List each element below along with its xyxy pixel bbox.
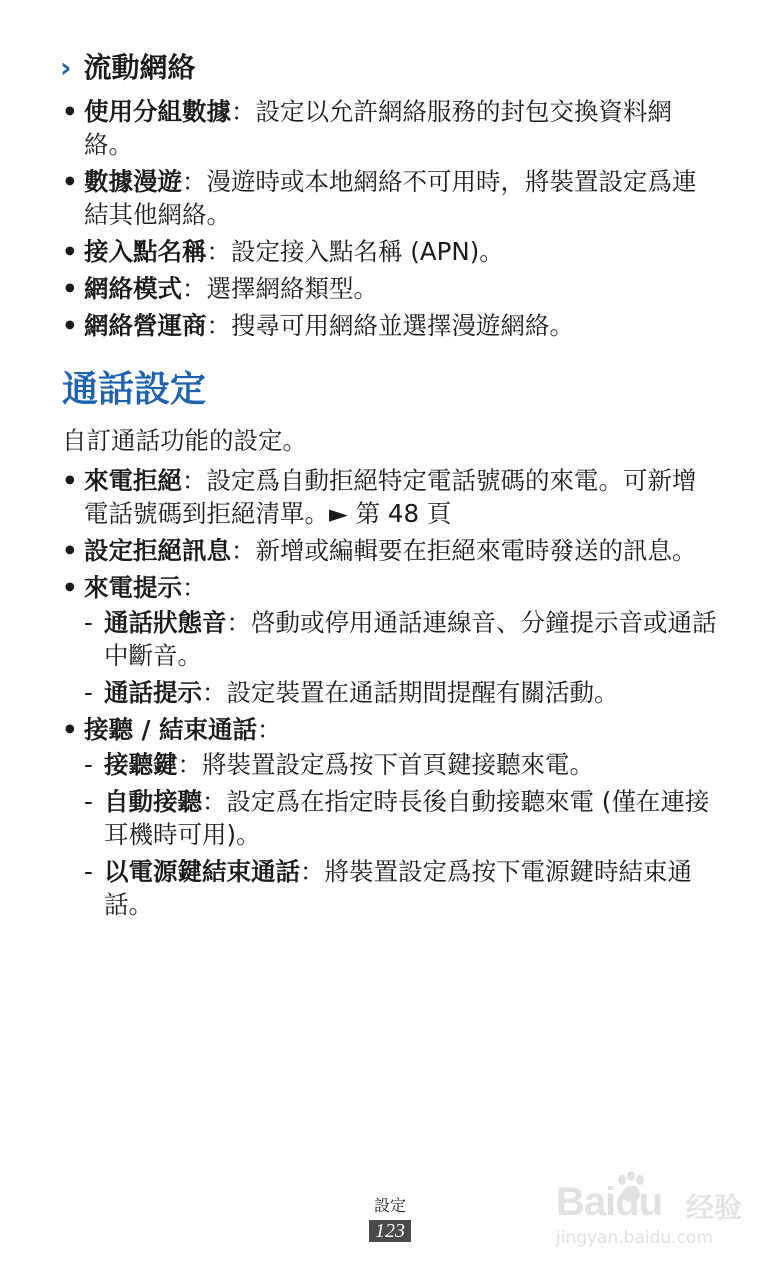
sub-item-term: 通話提示 (104, 678, 202, 707)
item-term: 網絡營運商 (84, 311, 207, 340)
sub-item-description: 設定爲在指定時長後自動接聽來電 (僅在連接耳機時可用)。 (104, 787, 710, 849)
baidu-jingyan-watermark (556, 1170, 756, 1260)
sub-item-description: 設定裝置在通話期間提醒有關活動。 (226, 678, 619, 707)
sub-list (84, 748, 720, 921)
subsection-title: 流動網絡 (83, 51, 196, 84)
sub-item-term: 通話狀態音 (104, 608, 227, 637)
section-intro: 自訂通話功能的設定。 (62, 426, 307, 455)
item-term: 網絡模式 (84, 274, 182, 303)
item-description: 設定接入點名稱 (APN)。 (231, 237, 504, 266)
list-item: • 接入點名稱：設定接入點名稱 (APN)。 (62, 237, 504, 266)
sub-list-item: - 自動接聽：設定爲在指定時長後自動接聽來電 (僅在連接耳機時可用)。 (84, 787, 710, 849)
page-number: 123 (369, 1220, 411, 1242)
item-term: 來電提示 (84, 573, 182, 602)
paw-icon (614, 1170, 650, 1206)
item-description: 漫遊時或本地網絡不可用時，將裝置設定爲連結其他網絡。 (84, 167, 697, 229)
sub-list-item: - 接聽鍵：將裝置設定爲按下首頁鍵接聽來電。 (84, 750, 594, 779)
sub-item-term: 以電源鍵結束通話 (104, 857, 300, 886)
list-item: • 來電提示： - 通話狀態音：啓動或停用通話連線音、分鐘提示音或通話中斷音。 - 通話提示：設定裝置在通話期間提醒有關活動。 (60, 571, 720, 709)
section-title: 通話設定 (62, 369, 207, 410)
item-description: 設定爲自動拒絕特定電話號碼的來電。可新增電話號碼到拒絕清單。► 第 48 頁 (84, 466, 697, 528)
item-term: 數據漫遊 (84, 167, 182, 196)
sub-list-item: - 通話提示：設定裝置在通話期間提醒有關活動。 (84, 678, 619, 707)
item-term: 設定拒絕訊息 (84, 536, 231, 565)
sub-list (84, 606, 720, 709)
watermark-text: 经验 (686, 1191, 743, 1224)
subsection-heading (60, 51, 196, 84)
chevron-right-icon: › (60, 51, 72, 84)
item-term: 使用分組數據 (84, 97, 231, 126)
list-item: • 接聽 / 結束通話： - 接聽鍵：將裝置設定爲按下首頁鍵接聽來電。 - 自動接聽：設定爲在指定時長後自動接聽來電 (僅在連接耳機時可用)。 - 以電源鍵結束通話：將裝置設定爲按下電源鍵時結束通話。 (60, 713, 720, 921)
item-description: 選擇網絡類型。 (206, 274, 378, 303)
list-item: • 網絡模式：選擇網絡類型。 (62, 274, 378, 303)
list-item: • 網絡營運商：搜尋可用網絡並選擇漫遊網絡。 (62, 311, 574, 340)
item-description: 新增或編輯要在拒絕來電時發送的訊息。 (255, 536, 697, 565)
sub-item-description: 啓動或停用通話連線音、分鐘提示音或通話中斷音。 (104, 608, 717, 670)
list-item: • 使用分組數據：設定以允許網絡服務的封包交換資料網絡。 (62, 97, 672, 159)
network-settings-list (60, 95, 720, 346)
item-term: 來電拒絕 (84, 466, 182, 495)
sub-list-item: - 以電源鍵結束通話：將裝置設定爲按下電源鍵時結束通話。 (84, 857, 692, 919)
list-item: • 來電拒絕：設定爲自動拒絕特定電話號碼的來電。可新增電話號碼到拒絕清單。► 第 48 頁 (62, 466, 697, 528)
item-description: 搜尋可用網絡並選擇漫遊網絡。 (231, 311, 574, 340)
footer-section-label: 設定 (373, 1196, 406, 1215)
sub-item-term: 自動接聽 (104, 787, 202, 816)
call-settings-list (60, 464, 720, 925)
sub-item-term: 接聽鍵 (104, 750, 178, 779)
item-term: 接聽 / 結束通話 (84, 715, 258, 744)
list-item: • 數據漫遊：漫遊時或本地網絡不可用時，將裝置設定爲連結其他網絡。 (62, 167, 697, 229)
item-term: 接入點名稱 (84, 237, 207, 266)
list-item: • 設定拒絕訊息：新增或編輯要在拒絕來電時發送的訊息。 (62, 536, 697, 565)
sub-item-description: 將裝置設定爲按下電源鍵時結束通話。 (104, 857, 692, 919)
sub-item-description: 將裝置設定爲按下首頁鍵接聽來電。 (202, 750, 594, 779)
watermark-logo: Baidu (556, 1180, 663, 1224)
sub-list-item: - 通話狀態音：啓動或停用通話連線音、分鐘提示音或通話中斷音。 (84, 608, 717, 670)
item-description: 設定以允許網絡服務的封包交換資料網絡。 (84, 97, 672, 159)
watermark-url: jingyan.baidu.com (556, 1228, 713, 1248)
